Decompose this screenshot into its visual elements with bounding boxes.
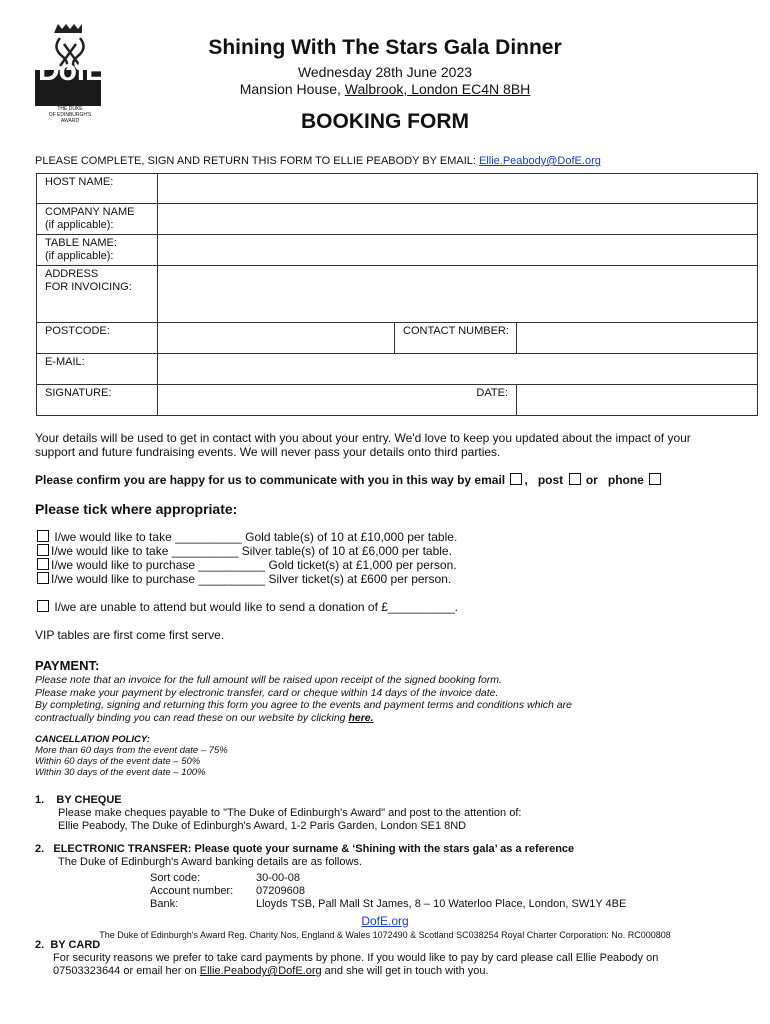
payment-heading: PAYMENT: <box>35 658 100 673</box>
silver-ticket-checkbox[interactable] <box>37 572 49 584</box>
signature-label: SIGNATURE: <box>37 385 158 416</box>
gold-ticket-checkbox[interactable] <box>37 558 49 570</box>
silver-table-checkbox[interactable] <box>37 544 49 556</box>
email-consent-checkbox[interactable] <box>510 473 522 485</box>
gold-table-checkbox[interactable] <box>37 530 49 542</box>
table-name-field[interactable] <box>158 235 758 266</box>
bank-details: Sort code: Account number: Bank: <box>150 872 234 910</box>
instructions-email-link[interactable]: Ellie.Peabody@DofE.org <box>479 155 601 167</box>
phone-consent-checkbox[interactable] <box>649 473 661 485</box>
postcode-label: POSTCODE: <box>37 323 158 354</box>
event-title: Shining With The Stars Gala Dinner <box>208 36 562 59</box>
card-email-link[interactable]: Ellie.Peabody@DofE.org <box>199 965 322 977</box>
vip-note: VIP tables are first come first serve. <box>35 628 225 642</box>
date-field[interactable] <box>517 385 758 416</box>
bank-values: 30-00-08 07209608 Lloyds TSB, Pall Mall St James, 8 – 10 Waterloo Place, London, SW1Y 4BE <box>256 872 627 910</box>
option-silver-table: I/we would like to take __________ Silver table(s) of 10 at £6,000 per table. <box>35 544 452 558</box>
charity-info: The Duke of Edinburgh's Award Reg. Charity Nos. England & Wales 1072490 & Scotland SC038254 Royal Charter Corporation: No. RC000808 <box>99 930 671 940</box>
post-consent-checkbox[interactable] <box>569 473 581 485</box>
postcode-field[interactable] <box>158 323 395 354</box>
website-link[interactable]: DofE.org <box>361 914 409 928</box>
option-donation: I/we are unable to attend but would like to send a donation of £__________. <box>35 600 458 614</box>
cancellation-policy: CANCELLATION POLICY: More than 60 days from the event date – 75% Within 60 days of the event date – 50% Within 30 days of the event date – 100% <box>35 734 228 778</box>
company-name-label: COMPANY NAME (if applicable): <box>37 204 158 235</box>
address-label: ADDRESS FOR INVOICING: <box>37 266 158 323</box>
logo-org-name: THE DUKE OF EDINBURGH'S AWARD <box>48 106 92 124</box>
contact-number-field[interactable] <box>517 323 758 354</box>
address-field[interactable] <box>158 266 758 323</box>
donation-checkbox[interactable] <box>37 600 49 612</box>
date-label: DATE: <box>158 385 517 416</box>
contact-number-label: CONTACT NUMBER: <box>395 323 517 354</box>
company-name-field[interactable] <box>158 204 758 235</box>
option-silver-ticket: I/we would like to purchase __________ Silver ticket(s) at £600 per person. <box>35 572 451 586</box>
event-date: Wednesday 28th June 2023 <box>297 64 473 80</box>
email-label: E-MAIL: <box>37 354 158 385</box>
cheque-section: 1. BY CHEQUE Please make cheques payable to "The Duke of Edinburgh's Award" and post to the attention of: Ellie Peabody, The Duke of Edinburgh's Award, 1-2 Paris Garden, London SE1 8ND <box>35 794 522 832</box>
tick-heading: Please tick where appropriate: <box>35 501 238 517</box>
contact-consent: Please confirm you are happy for us to communicate with you in this way by email , post or phone <box>35 473 663 487</box>
option-gold-ticket: I/we would like to purchase __________ Gold ticket(s) at £1,000 per person. <box>35 558 457 572</box>
option-gold-table: I/we would like to take __________ Gold table(s) of 10 at £10,000 per table. <box>35 530 457 544</box>
terms-link[interactable]: here. <box>348 711 374 724</box>
venue-link[interactable]: Walbrook, London EC4N 8BH <box>344 81 531 97</box>
payment-terms: Please note that an invoice for the full amount will be raised upon receipt of the signed booking form. Please make your payment by electronic transfer, card or cheque within 14 days of the invoice date. By completing, signing and returning this form you agree to the events and payment terms and conditions which are contractually binding you can read these on our website by clicking here. <box>35 674 572 724</box>
instructions: PLEASE COMPLETE, SIGN AND RETURN THIS FORM TO ELLIE PEABODY BY EMAIL: Ellie.Peabody@DofE.org <box>35 155 601 167</box>
host-name-label: HOST NAME: <box>37 174 158 204</box>
logo-mark: DofE <box>38 54 104 87</box>
table-name-label: TABLE NAME: (if applicable): <box>37 235 158 266</box>
booking-table <box>36 173 758 416</box>
card-section: 2. BY CARD For security reasons we prefer to take card payments by phone. If you would like to pay by card please call Ellie Peabody on 07503323644 or email her on Ellie.Peabody@DofE.org and she will get in touch with you. <box>35 939 659 977</box>
email-field[interactable] <box>158 354 758 385</box>
event-venue: Mansion House, Walbrook, London EC4N 8BH <box>239 81 531 97</box>
host-name-field[interactable] <box>158 174 758 204</box>
privacy-text: Your details will be used to get in contact with you about your entry. We'd love to keep you updated about the impact of your support and future fundraising events. We will never pass your details onto third parties. <box>35 431 691 459</box>
transfer-section: 2. ELECTRONIC TRANSFER: Please quote your surname & ‘Shining with the stars gala’ as a reference The Duke of Edinburgh's Award banking details are as follows. <box>35 843 575 868</box>
form-title: BOOKING FORM <box>301 110 469 133</box>
